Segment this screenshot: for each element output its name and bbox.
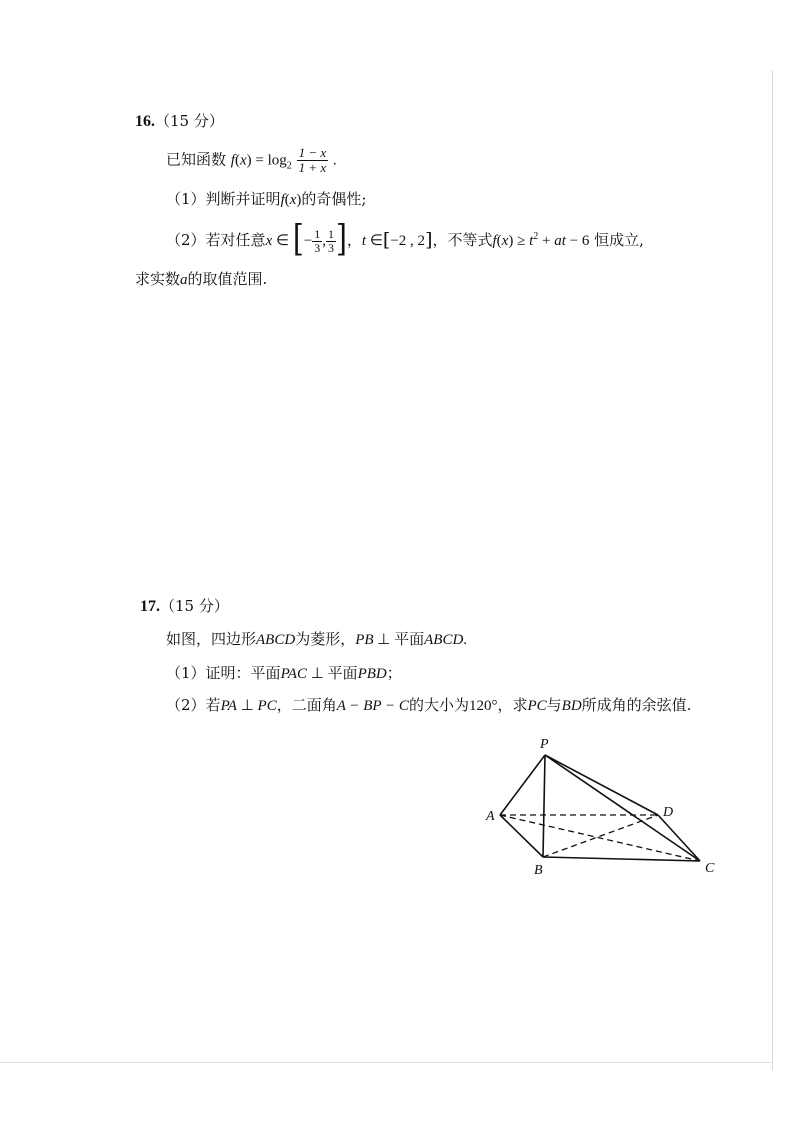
- vertex-label-d: D: [663, 805, 674, 820]
- separator: ，: [346, 231, 362, 249]
- q17-number: 17.: [140, 598, 160, 615]
- q16-part2-label: （2）: [166, 231, 206, 249]
- minus-six: − 6: [565, 233, 590, 249]
- frac-one-third-b: [326, 228, 336, 255]
- interval-values: −2 , 2: [390, 233, 426, 249]
- q17-intro-text-a: 如图，四边形: [166, 630, 257, 648]
- q17-part2-text-b: ，二面角: [276, 696, 337, 714]
- var-x: x: [289, 192, 297, 208]
- vertex-label-b: B: [534, 863, 543, 878]
- q17-points: （15 分）: [160, 597, 229, 615]
- vertex-label-p: P: [540, 737, 549, 752]
- interval-left: [: [382, 229, 391, 251]
- line-pc: PC: [257, 698, 277, 714]
- log-text: = log: [251, 152, 287, 169]
- frac-one-third-a: [312, 228, 322, 255]
- dihedral-angle: A − BP − C: [336, 698, 409, 714]
- line-bd: BD: [561, 698, 582, 714]
- q16-part1-suffix: 的奇偶性;: [301, 190, 367, 208]
- q17-part1-label: （1）: [166, 664, 206, 682]
- q16-points: （15 分）: [155, 112, 224, 130]
- q17-part1-text-b: 平面: [327, 664, 358, 682]
- edge-ab: [500, 815, 543, 857]
- in-symbol: ∈: [366, 233, 383, 249]
- term-at: at: [554, 233, 566, 249]
- q16-cont-suffix: 的取值范围.: [187, 270, 268, 288]
- plane-pbd: PBD: [357, 666, 387, 682]
- edge-pd: [545, 755, 658, 815]
- edge-pc: [545, 755, 700, 861]
- plane-abcd: ABCD: [424, 632, 464, 648]
- fraction-denominator: 1 + x: [298, 160, 327, 175]
- q17-part2: [166, 694, 691, 717]
- func-f: f: [492, 233, 497, 249]
- q16-part2-text-c: 恒成立,: [589, 231, 644, 249]
- var-x: x: [265, 233, 273, 249]
- edge-dc: [658, 815, 700, 861]
- frac-num: 1: [314, 226, 321, 241]
- frac-num: 1: [327, 226, 334, 241]
- page-edge-right: [772, 70, 773, 1070]
- q17-part2-text-f: 所成角的余弦值.: [581, 696, 692, 714]
- var-a: a: [180, 272, 188, 288]
- q17-part2-label: （2）: [166, 696, 206, 714]
- plane-pac: PAC: [280, 666, 307, 682]
- plus-sign: +: [538, 233, 555, 249]
- perp-symbol: ⊥: [306, 666, 328, 682]
- edge-pa: [500, 755, 545, 815]
- q17-intro: [166, 628, 467, 651]
- edge-pb: [543, 755, 545, 857]
- in-symbol: ∈: [272, 233, 293, 249]
- q16-fraction: [297, 146, 329, 175]
- q17-part2-text-a: 若: [205, 696, 221, 714]
- q16-part2-continued: [135, 268, 267, 291]
- page-edge-bottom: [0, 1062, 772, 1063]
- q16-intro-text: 已知函数: [166, 150, 227, 169]
- func-f: f: [230, 152, 235, 169]
- line-pb: PB: [355, 632, 374, 648]
- q17-intro-text-c: 平面: [394, 630, 425, 648]
- right-bracket: ]: [335, 216, 347, 260]
- q16-number: 16.: [135, 113, 155, 130]
- exponent-2: 2: [533, 231, 539, 242]
- line-pc: PC: [527, 698, 547, 714]
- perp-symbol: ⊥: [373, 632, 395, 648]
- comma: ,: [322, 233, 326, 249]
- func-f: f: [280, 192, 285, 208]
- q17-part2-text-d: ，求: [497, 696, 528, 714]
- q16-part2-text-b: ，不等式: [432, 231, 493, 249]
- log-base: 2: [286, 160, 292, 172]
- q16-part1-text: 判断并证明: [205, 190, 281, 208]
- q16-cont-prefix: 求实数: [135, 270, 181, 288]
- q16-header: [135, 110, 224, 133]
- left-bracket: [: [292, 216, 304, 260]
- q17-part1-end: ；: [386, 664, 402, 682]
- q17-part1-text-a: 证明：平面: [205, 664, 281, 682]
- quad-abcd: ABCD: [256, 632, 296, 648]
- q17-part2-text-e: 与: [546, 696, 562, 714]
- q17-intro-text-b: 为菱形，: [295, 630, 356, 648]
- frac-den: 3: [327, 240, 334, 255]
- q17-part2-text-c: 的大小为: [408, 696, 469, 714]
- q16-part1-label: （1）: [166, 190, 206, 208]
- edge-bc: [543, 857, 700, 861]
- line-pa: PA: [220, 698, 237, 714]
- minus-sign: −: [303, 233, 313, 249]
- angle-120: 120°: [468, 698, 498, 714]
- diagonal-ac-hidden: [500, 815, 700, 861]
- vertex-label-c: C: [705, 861, 715, 876]
- interval-right: ]: [425, 229, 433, 251]
- diagonal-bd-hidden: [543, 815, 658, 857]
- q16-part2: （2）若对任意x ∈ [− $\frac{1}{3}$ , $\frac{1}{3}$ ]，t ∈[−2 , 2]，不等式$f(x) \ge t^2$ + at − 6 恒成立,: [166, 216, 644, 260]
- q16-part1: （1）判断并证明f(x)的奇偶性;: [166, 190, 367, 208]
- q16-part2-text-a: 若对任意: [205, 231, 266, 249]
- q16-intro-end: .: [332, 152, 337, 169]
- perp-symbol: ⊥: [236, 698, 258, 714]
- q17-header: [140, 595, 229, 618]
- var-t: t: [529, 233, 534, 249]
- pyramid-figure: [470, 730, 730, 880]
- frac-den: 3: [314, 240, 321, 255]
- var-x: x: [239, 152, 247, 169]
- var-t: t: [361, 233, 367, 249]
- q16-intro: 已知函数 $f(x) = \log_2$ $\frac{1 - x}{1 + x}$ .: [166, 145, 337, 175]
- q17-intro-end: .: [463, 632, 468, 648]
- vertex-label-a: A: [486, 809, 495, 824]
- ge-symbol: ≥: [513, 233, 530, 249]
- q17-part1: [166, 662, 402, 685]
- fraction-numerator: 1 − x: [298, 145, 327, 160]
